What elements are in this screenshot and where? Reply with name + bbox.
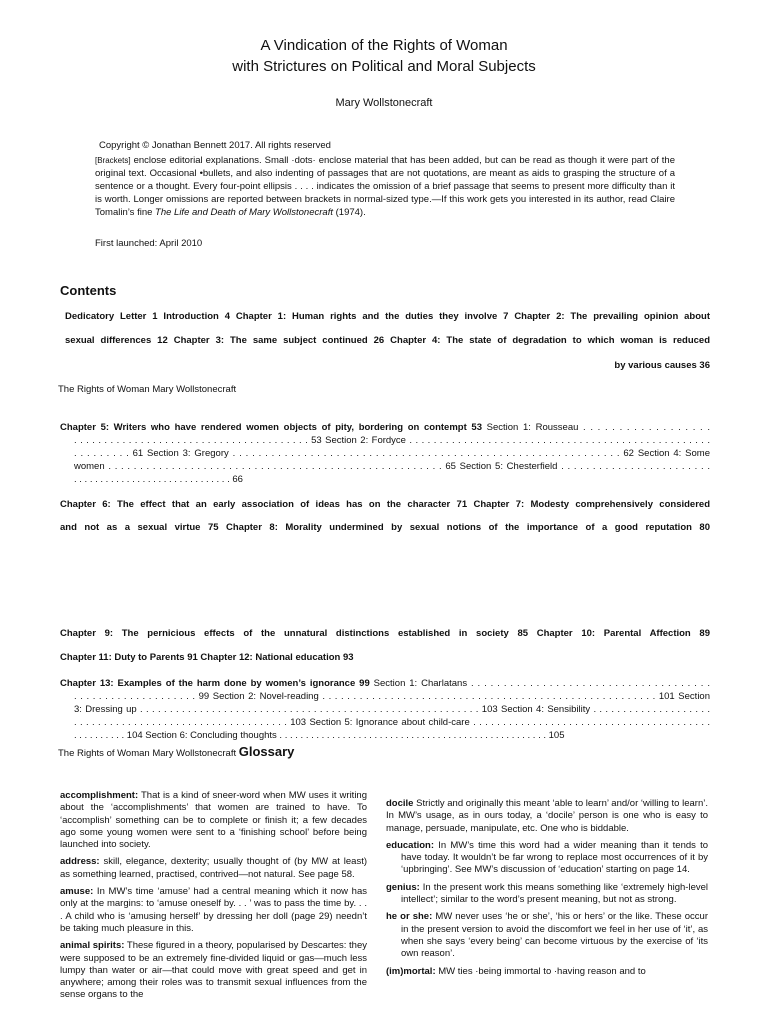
glossary-definition: In the present work this means something like ‘extremely high-level intellect’; similar to the word’s present meaning, but not as strong. <box>401 881 708 906</box>
glossary-definition: MW ties ·being immortal to ·having reason and to <box>435 965 646 977</box>
chapter-13-line-1: Section 1: Charlatans . . . . . . . . . . . . . . . . . . . . . . . . . . . . . . . . . . . . . <box>369 678 710 689</box>
running-head-2: The Rights of Woman Mary Wollstonecraft <box>58 748 239 759</box>
glossary-entry <box>386 911 708 960</box>
title-line-1: A Vindication of the Rights of Woman <box>260 37 508 54</box>
title-line-2: with Strictures on Political and Moral Subjects <box>232 58 536 75</box>
contents-heading: Contents <box>60 283 117 298</box>
chapter-13-line-2: . . . . . . . . . . . . . . . . . . . . 99 Section 2: Novel-reading . . . . . . . . . . . . . . . . . . . . . . . . . . . . . . . . . . . . . . . . . . . . . . . . . . . . . . 101 Section <box>74 691 710 702</box>
toc-chapter-9-10: Chapter 9: The pernicious effects of the unnatural distinctions established in society 85 Chapter 10: Parental Affection 89 <box>60 628 710 639</box>
glossary-term: animal spirits: <box>60 940 125 952</box>
glossary-definition: That is a kind of sneer-word when MW uses it writing about the ‘accomplishments’ that women are trained to have. To ‘accomplish’ something can be to complete or finish it; a few decades ago some young women were sent to a ‘finishing school’ before being launched into society. <box>60 790 367 851</box>
chapter-13-line-4: . . . . . . . . . . . . . . . . . . . . . . . . . . . . . . . . . . . . 103 Section 5: Ignorance about child-care . . . . . . . . . . . . . . . . . . . . . . . . . . . . . . . . . . . . . . . . <box>74 717 710 728</box>
glossary-term: address: <box>60 856 100 868</box>
chapter-13-line-3: 3: Dressing up . . . . . . . . . . . . . . . . . . . . . . . . . . . . . . . . . . . . . . . . . . . . . . . . . . . . . . . . . 103 Section 4: Sensibility . . . . . . . . . . . . . . . . . . . . <box>74 704 710 715</box>
glossary-entry <box>60 790 367 851</box>
toc-line-1: Dedicatory Letter 1 Introduction 4 Chapter 1: Human rights and the duties they involve 7 Chapter 2: The prevailing opinion about <box>65 311 710 322</box>
document-title <box>0 35 768 77</box>
editorial-note <box>95 154 675 219</box>
toc-chapter-11-12: Chapter 11: Duty to Parents 91 Chapter 12: National education 93 <box>60 652 354 663</box>
glossary-term: docile <box>386 798 414 809</box>
toc-chapter-7-8: and not as a sexual virtue 75 Chapter 8: Morality undermined by sexual notions of the importance of a good reputation 80 <box>60 522 710 533</box>
chapter-5-line-5: . . . . . . . . . . . . . . . . . . . . . . . . . . . . . . 66 <box>74 474 243 485</box>
glossary-term: he or she: <box>386 911 433 923</box>
glossary-term: (im)mortal: <box>386 965 436 977</box>
brackets-tag: [Brackets] <box>95 156 131 165</box>
glossary-right-column <box>386 798 708 983</box>
glossary-entry <box>386 882 708 907</box>
toc-chapter-13 <box>60 677 710 742</box>
glossary-entry <box>386 966 708 978</box>
chapter-5-title: Chapter 5: Writers who have rendered women objects of pity, bordering on contempt 53 <box>60 422 482 433</box>
glossary-entry <box>386 798 708 835</box>
chapter-13-title: Chapter 13: Examples of the harm done by women’s ignorance 99 <box>60 678 370 689</box>
glossary-entry <box>60 940 367 1001</box>
glossary-term: amuse: <box>60 886 94 898</box>
glossary-definition: MW never uses ‘he or she’, ‘his or hers’ or the like. These occur in the present version to avoid the discomfort we feel in her use of ‘it’, as when she says ‘every being’ can become virtuous by the exercise of ‘its own reason’. <box>401 911 708 960</box>
glossary-definition: In MW’s time ‘amuse’ had a central meaning which it now has only at the margins: to ‘amuse oneself by. . . ’ was to pass the time by. . . . A child who is ‘amusing herself’ by dressing her doll (page 29) needn’t be taking much pleasure in this. <box>60 886 367 934</box>
chapter-5-line-3: . . . . . . . . . 61 Section 3: Gregory . . . . . . . . . . . . . . . . . . . . . . . . . . . . . . . . . . . . . . . . . . . . . . . . . . . . . . . . . . . . 62 Section 4: Some <box>74 448 710 459</box>
copyright-line: Copyright © Jonathan Bennett 2017. All rights reserved <box>99 140 331 151</box>
chapter-5-line-1: Section 1: Rousseau . . . . . . . . . . . . . . . . . . <box>481 422 711 433</box>
author-name: Mary Wollstonecraft <box>335 97 433 109</box>
glossary-definition: In MW’s time this word had a wider meaning than it tends to have today. It wouldn’t be far wrong to replace most occurrences of it by ‘upbringing’. See MW’s discussion of ‘education’ starting on page 14. <box>401 839 708 876</box>
editorial-note-body: enclose editorial explanations. Small ·dots· enclose material that has been added, but can be read as though it were part of the original text. Occasional •bullets, and also indenting of passages that are not quotations, are meant as aids to grasping the structure of a sentence or a thought. Every four-point ellipsis . . . . indicates the omission of a brief passage that seems to present more difficulty than it is worth. Longer omissions are reported between brackets in normal-sized type.—If this work gets you interested in its author, read Claire Tomalin’s fine <box>95 155 675 218</box>
chapter-5-line-4: women . . . . . . . . . . . . . . . . . . . . . . . . . . . . . . . . . . . . . . . . . . . . . . . . . . . . . 65 Section 5: Chesterfield . . . . . . . . . . . . . . . . . . . . . . . . <box>74 461 710 472</box>
glossary-entry <box>60 856 367 881</box>
chapter-13-line-5: . . . . . . . . . . 104 Section 6: Concluding thoughts . . . . . . . . . . . . . . . . . . . . . . . . . . . . . . . . . . . . . . . . . . . . . . . . . . . 105 <box>74 730 565 741</box>
running-head-glossary <box>58 743 294 761</box>
glossary-left-column <box>60 790 367 1007</box>
toc-chapter-6-7: Chapter 6: The effect that an early association of ideas has on the character 71 Chapter 7: Modesty comprehensively considered <box>60 499 710 510</box>
first-launched: First launched: April 2010 <box>95 238 203 249</box>
book-year: (1974). <box>332 207 366 218</box>
toc-chapter-5 <box>60 421 710 486</box>
glossary-definition: Strictly and originally this meant ‘able to learn’ and/or ‘willing to learn’. In MW’s usage, as in ours today, a ‘docile’ person is one who is easy to manage, persuade, manipulate, etc. One who is biddable. <box>386 798 708 834</box>
glossary-entry <box>386 840 708 877</box>
running-head: The Rights of Woman Mary Wollstonecraft <box>58 384 237 395</box>
toc-line-3: by various causes 36 <box>614 360 710 371</box>
toc-line-2: sexual differences 12 Chapter 3: The same subject continued 26 Chapter 4: The state of degradation to which woman is reduced <box>65 335 710 346</box>
glossary-definition: skill, elegance, dexterity; usually thought of (by MW at least) as something learned, practised, contrived—not natural. See page 58. <box>60 856 367 880</box>
glossary-term: accomplishment: <box>60 790 139 801</box>
glossary-term: genius: <box>386 881 420 893</box>
glossary-term: education: <box>386 839 435 851</box>
book-title: The Life and Death of Mary Wollstonecraft <box>155 207 333 218</box>
chapter-5-line-2: . . . . . . . . . . . . . . . . . . . . . . . . . . . . . . . . . . . . . . . 53 Section 2: Fordyce . . . . . . . . . . . . . . . . . . . . . . . . . . . . . . . . . . . . . . . . . . . . . . . . . . <box>74 435 710 446</box>
glossary-entry <box>60 886 367 935</box>
glossary-heading: Glossary <box>238 744 295 759</box>
glossary-definition: These figured in a theory, popularised by Descartes: they were supposed to be an extremely fine-divided liquid or gas—much less lumpy than water or air—that could move with great speed and get in anywhere; among their roles was to transmit sexual influences from the sense organs to the <box>60 940 367 1001</box>
